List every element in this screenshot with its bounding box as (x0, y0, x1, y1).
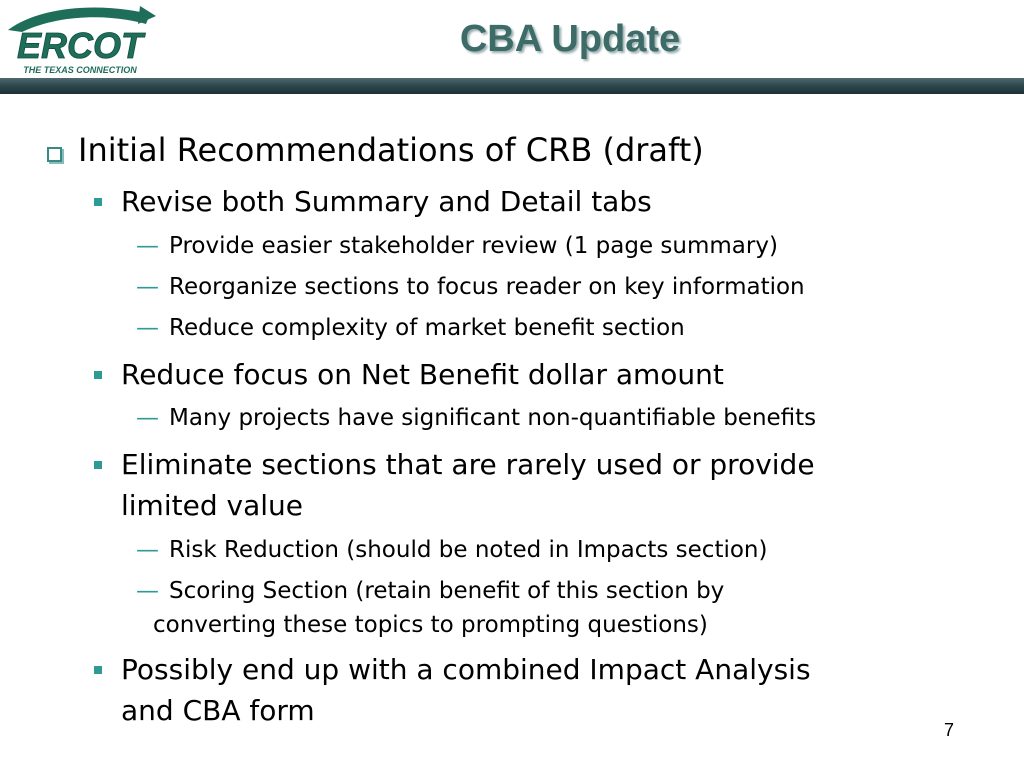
bullet-item-4-line-2: and CBA form (121, 694, 315, 727)
subitem-1-1: — Provide easier stakeholder review (1 page summary) (136, 233, 778, 259)
subitem-3-2-line-1: — Scoring Section (retain benefit of this section by (136, 578, 725, 604)
logo-wordmark: ERCOT (17, 25, 143, 66)
bullet-item-3-line-2: limited value (121, 489, 303, 522)
dash-icon: — (136, 578, 159, 604)
subitem-1-2: — Reorganize sections to focus reader on key information (136, 274, 805, 300)
square-bullet-icon (94, 198, 102, 206)
subitem-3-1: — Risk Reduction (should be noted in Impacts section) (136, 537, 768, 563)
dash-icon: — (136, 537, 159, 563)
dash-icon: — (136, 315, 159, 341)
square-bullet-icon (94, 371, 102, 379)
dash-icon: — (136, 274, 159, 300)
subitem-3-2-line-2: converting these topics to prompting questions) (153, 612, 708, 638)
page-number: 7 (944, 720, 955, 740)
ercot-logo (0, 0, 162, 78)
logo-tagline: THE TEXAS CONNECTION (23, 65, 137, 75)
checkbox-bullet-icon (47, 147, 62, 162)
header-divider-bar (0, 78, 1024, 94)
bullet-item-1: Revise both Summary and Detail tabs (121, 185, 652, 218)
bullet-item-3-line-1: Eliminate sections that are rarely used or provide (121, 448, 815, 481)
slide-title: CBA Update (459, 18, 681, 60)
square-bullet-icon (94, 461, 102, 469)
dash-icon: — (136, 233, 159, 259)
bullet-item-2: Reduce focus on Net Benefit dollar amount (121, 358, 724, 391)
subitem-2-1: — Many projects have significant non-quantifiable benefits (136, 405, 817, 431)
main-heading: Initial Recommendations of CRB (draft) (78, 131, 704, 169)
bullet-item-4-line-1: Possibly end up with a combined Impact Analysis (121, 653, 811, 686)
square-bullet-icon (94, 666, 102, 674)
dash-icon: — (136, 405, 159, 431)
subitem-1-3: — Reduce complexity of market benefit section (136, 315, 685, 341)
